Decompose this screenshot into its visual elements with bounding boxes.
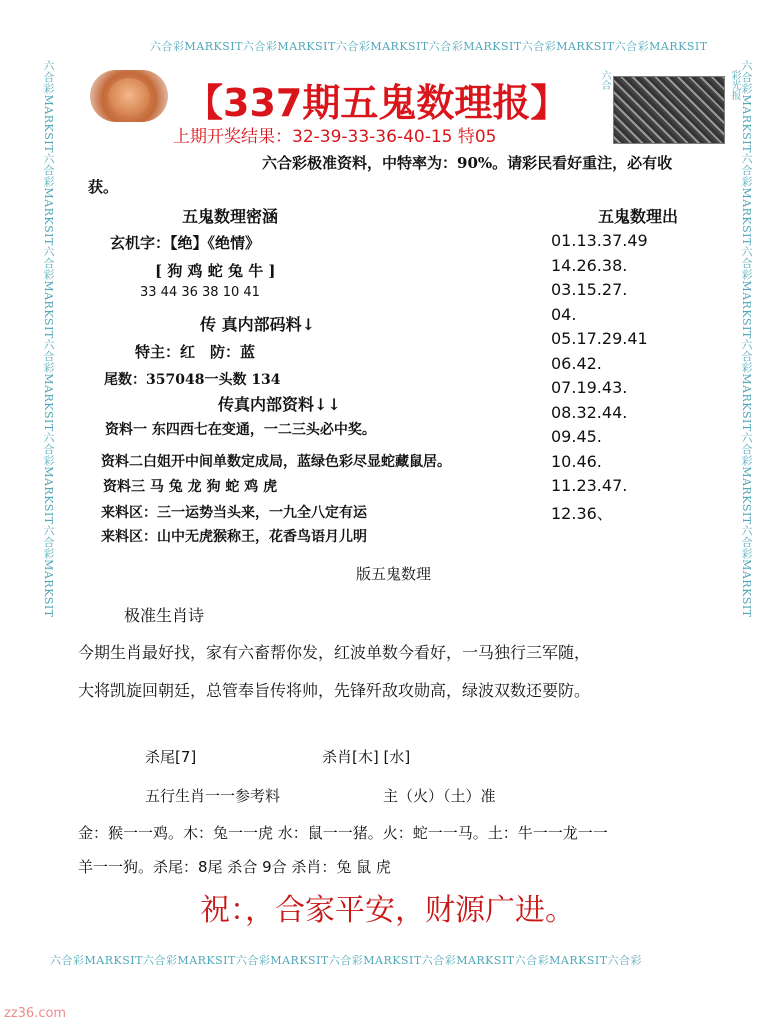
- left-border-strip: 六合彩MARKSIT六合彩MARKSIT六合彩MARKSIT六合彩MARKSIT六合彩MARKSIT六合彩MARKSIT: [42, 60, 55, 618]
- zodiac-list: [ 狗 鸡 蛇 兔 牛 ]: [155, 262, 276, 280]
- number-row: 03.15.27.: [551, 280, 628, 299]
- top-border-strip: 六合彩MARKSIT六合彩MARKSIT六合彩MARKSIT六合彩MARKSIT六合彩MARKSIT六合彩MARKSIT: [150, 40, 708, 53]
- data-line-2: 资料二白姐开中间单数定成局，蓝绿色彩尽显蛇藏鼠居。: [101, 454, 451, 470]
- kill-tail: 杀尾[7]: [145, 748, 197, 766]
- number-row: 14.26.38.: [551, 255, 628, 275]
- number-row: 07.19.43.: [551, 378, 628, 397]
- qr-side-text-left: 六合: [599, 70, 610, 90]
- data-line-1: 资料一 东四西七在变通，一二三头必中奖。: [105, 422, 376, 438]
- bottom-border-strip: 六合彩MARKSIT六合彩MARKSIT六合彩MARKSIT六合彩MARKSIT六合彩MARKSIT六合彩MARKSIT六合彩: [50, 954, 643, 967]
- number-row: 04.: [551, 304, 577, 324]
- source-line-1: 来料区：三一运势当头来，一九全八定有运: [101, 505, 367, 521]
- number-row: 10.46.: [551, 451, 602, 471]
- right-heading: 五鬼数理出: [598, 207, 679, 226]
- special-color: 特主：红 防：蓝: [135, 343, 256, 361]
- number-list: 33 44 36 38 10 41: [140, 285, 260, 300]
- blessing-text: 祝：，合家平安，财源广进。: [200, 893, 575, 928]
- element-line-1: 金：猴一一鸡。木：兔一一虎 水：鼠一一猪。火：蛇一一马。土：牛一一龙一一: [78, 824, 608, 842]
- intro-line-1: 六合彩极准资料，中特率为：90%。请彩民看好重注，必有收: [262, 154, 673, 172]
- poem-line-1: 今期生肖最好找，家有六畜帮你发，红波单数今看好，一马独行三军随，: [78, 643, 591, 662]
- number-row: 09.45.: [551, 427, 602, 446]
- qr-side-text-right: 彩光报: [729, 70, 740, 100]
- kill-zodiac: 杀肖[木] [水]: [322, 748, 411, 766]
- tail-numbers: 尾数：357048一头数 134: [104, 372, 281, 388]
- fax-heading-2: 传真内部资料↓↓: [218, 395, 341, 414]
- element-line-2: 羊一一狗。杀尾：8尾 杀合 9合 杀肖：兔 鼠 虎: [78, 858, 391, 876]
- left-heading: 五鬼数理密涵: [182, 207, 279, 226]
- poem-line-2: 大将凯旋回朝廷，总管奉旨传将帅，先锋歼敌攻勋高，绿波双数还要防。: [78, 681, 591, 700]
- data-line-3: 资料三 马 兔 龙 狗 蛇 鸡 虎: [103, 479, 278, 495]
- number-row: 11.23.47.: [551, 476, 628, 495]
- fax-heading-1: 传 真内部码料↓: [200, 315, 315, 334]
- source-line-2: 来料区：山中无虎猴称王，花香鸟语月儿明: [101, 529, 367, 545]
- right-border-strip: 六合彩MARKSIT六合彩MARKSIT六合彩MARKSIT六合彩MARKSIT六合彩MARKSIT六合彩MARKSIT: [740, 60, 753, 618]
- number-row: 05.17.29.41: [551, 329, 648, 348]
- site-watermark: zz36.com: [4, 1006, 67, 1021]
- last-draw-result: 上期开奖结果：32-39-33-36-40-15 特05: [173, 127, 497, 147]
- avatar-photo: [90, 70, 168, 122]
- main-element: 主（火）（土）准: [383, 787, 496, 805]
- five-elements-label: 五行生肖一一参考料: [145, 787, 281, 805]
- number-row: 12.36、: [551, 503, 613, 523]
- page-title: 【337期五鬼数理报】: [185, 81, 569, 125]
- poem-title: 极准生肖诗: [124, 606, 205, 625]
- xuanji-text: 玄机字：【绝】《绝情》: [110, 234, 261, 252]
- intro-line-2: 获。: [88, 178, 119, 196]
- edition-label: 版五鬼数理: [356, 565, 432, 583]
- qr-code: [613, 76, 725, 144]
- number-row: 01.13.37.49: [551, 231, 648, 250]
- number-row: 08.32.44.: [551, 402, 628, 422]
- number-row: 06.42.: [551, 353, 602, 373]
